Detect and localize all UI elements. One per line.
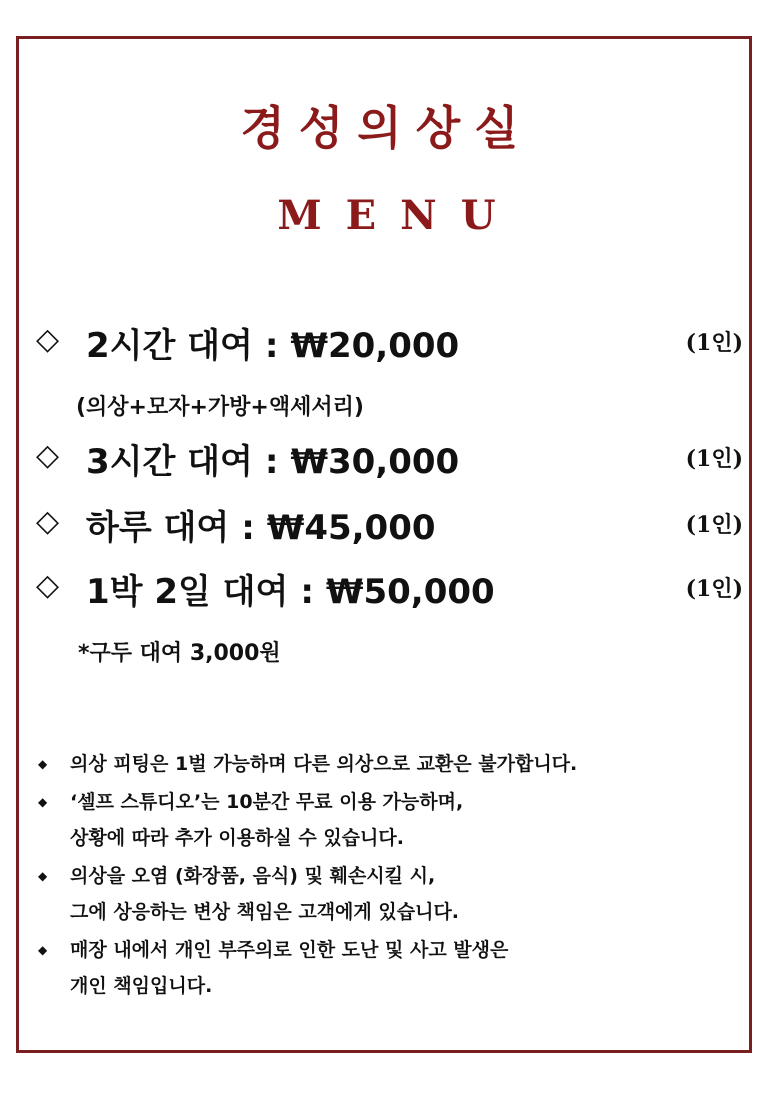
- menu-heading: MENU: [277, 192, 520, 239]
- shoe-rental-note: *구두 대여 3,000원: [78, 641, 281, 666]
- diamond-icon: ◇: [36, 568, 60, 603]
- note-line: 의상 피팅은 1벌 가능하며 다른 의상으로 교환은 불가합니다.: [70, 753, 578, 775]
- item-price: ₩50,000: [325, 572, 495, 612]
- item-colon: :: [264, 326, 279, 366]
- diamond-icon: ◇: [36, 438, 60, 473]
- per-person-label: (1인): [685, 446, 743, 472]
- shop-title: 경성의상실: [240, 101, 533, 155]
- policy-note: [38, 932, 743, 1004]
- policy-note: [38, 746, 743, 782]
- item-name: 3시간 대여: [86, 442, 253, 482]
- per-person-label: (1인): [685, 576, 743, 602]
- bullet-icon: ◆: [38, 757, 48, 771]
- policy-notes: [38, 746, 743, 1004]
- bullet-icon: ◆: [38, 943, 48, 957]
- item-colon: :: [241, 508, 255, 548]
- note-line: 개인 책임입니다.: [70, 975, 213, 997]
- menu-item-text: [86, 318, 459, 367]
- note-line: 그에 상응하는 변상 책임은 고객에게 있습니다.: [70, 901, 460, 923]
- note-line: ‘셀프 스튜디오’는 10분간 무료 이용 가능하며,: [70, 791, 464, 813]
- menu-item-3h: [36, 434, 743, 482]
- per-person-label: (1인): [685, 330, 743, 356]
- menu-item-text: [86, 500, 436, 549]
- note-line: 의상을 오염 (화장품, 음식) 및 훼손시킬 시,: [70, 865, 436, 887]
- item-colon: :: [264, 442, 279, 482]
- menu-item-text: [86, 434, 459, 483]
- item-name: 2시간 대여: [86, 326, 253, 366]
- menu-item-day: [36, 500, 743, 548]
- diamond-icon: ◇: [36, 322, 60, 357]
- included-items-note: (의상+모자+가방+액세서리): [76, 395, 364, 420]
- item-name: 1박 2일 대여: [86, 572, 289, 612]
- note-line: 상황에 따라 추가 이용하실 수 있습니다.: [70, 827, 404, 849]
- bullet-icon: ◆: [38, 869, 48, 883]
- per-person-label: (1인): [685, 512, 743, 538]
- bullet-icon: ◆: [38, 795, 48, 809]
- diamond-icon: ◇: [36, 504, 60, 539]
- note-line: 매장 내에서 개인 부주의로 인한 도난 및 사고 발생은: [70, 939, 509, 961]
- policy-note: [38, 784, 743, 856]
- menu-item-text: [86, 564, 495, 613]
- item-price: ₩30,000: [290, 442, 460, 482]
- item-price: ₩45,000: [266, 508, 436, 548]
- policy-note: [38, 858, 743, 930]
- item-name: 하루 대여: [86, 508, 230, 548]
- menu-item-overnight: [36, 564, 743, 612]
- item-price: ₩20,000: [290, 326, 460, 366]
- menu-item-2h: [36, 318, 743, 366]
- item-colon: :: [300, 572, 314, 612]
